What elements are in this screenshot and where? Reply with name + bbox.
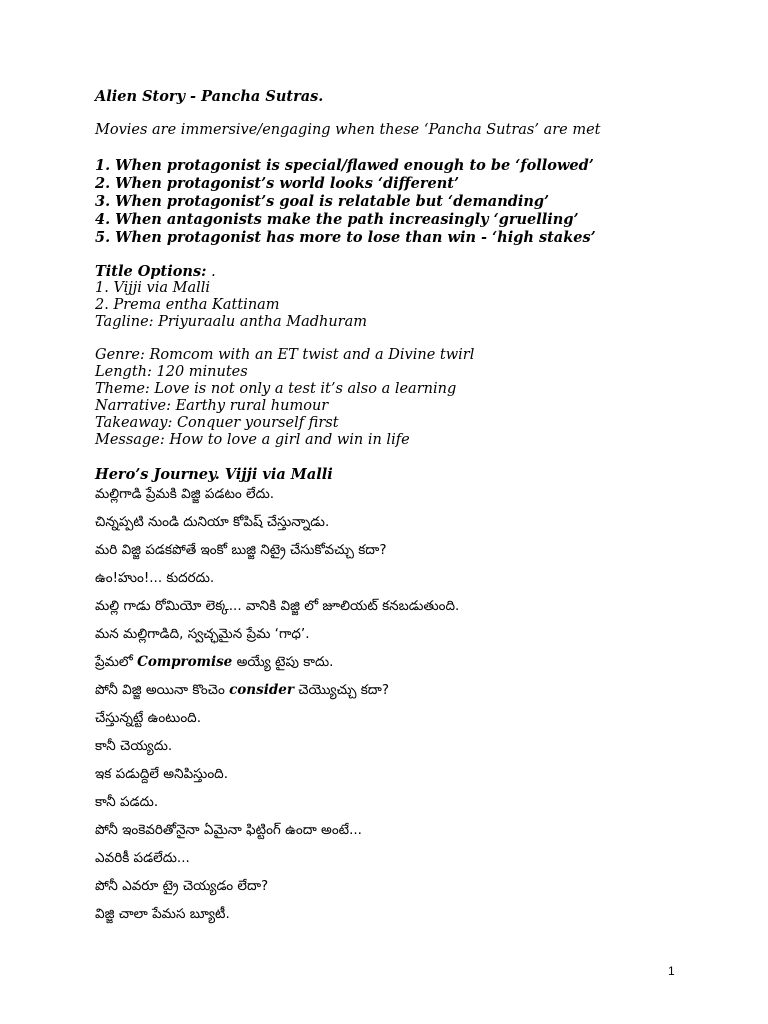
journey-heading: Hero’s Journey. Vijji via Malli xyxy=(95,466,333,483)
detail-takeaway: Takeaway: Conquer yourself first xyxy=(95,415,339,431)
journey-line: మన మల్లిగాడిది, స్వచ్ఛమైన ప్రేమ ‘గాధ’. xyxy=(95,626,310,642)
journey-line-post: చెయ్యొచ్చు కదా? xyxy=(294,682,389,698)
sutra-item: 2. When protagonist’s world looks ‘different’ xyxy=(95,175,460,192)
journey-line: ఉం!హుం!... కుదరదు. xyxy=(95,570,215,586)
journey-line: పోనీ ఎవరూ ట్రై చెయ్యడం లేదా? xyxy=(95,878,269,894)
sutra-item: 1. When protagonist is special/flawed enough to be ‘followed’ xyxy=(95,157,594,174)
journey-line: కానీ చెయ్యదు. xyxy=(95,738,173,754)
journey-line: కానీ పడదు. xyxy=(95,794,159,810)
detail-genre: Genre: Romcom with an ET twist and a Divine twirl xyxy=(95,347,475,363)
tagline: Tagline: Priyuraalu antha Madhuram xyxy=(95,314,368,330)
document-title: Alien Story - Pancha Sutras. xyxy=(95,88,324,105)
journey-line-english: consider xyxy=(229,682,294,698)
detail-length: Length: 120 minutes xyxy=(95,364,248,380)
title-options-heading: Title Options: xyxy=(95,263,207,280)
journey-line xyxy=(95,654,333,671)
journey-line-post: అయ్యే టైపు కాదు. xyxy=(232,654,334,670)
detail-message: Message: How to love a girl and win in life xyxy=(95,432,410,448)
journey-line: మరి విజ్జి పడకపోతే ఇంకో బుజ్జి నిట్రై చేసుకోవచ్చు కదా? xyxy=(95,542,387,558)
title-options-heading-suffix: . xyxy=(206,264,216,280)
sutra-item: 4. When antagonists make the path increasingly ‘gruelling’ xyxy=(95,211,579,228)
sutra-item: 5. When protagonist has more to lose than win - ‘high stakes’ xyxy=(95,229,596,246)
journey-line: ఇక పడుద్దిలే అనిపిస్తుంది. xyxy=(95,766,228,782)
journey-line: మల్లిగాడి ప్రేమకి విజ్జి పడటం లేదు. xyxy=(95,486,275,502)
page-number: 1 xyxy=(668,964,675,978)
title-options-heading-line xyxy=(95,263,216,281)
journey-line-pre: ప్రేమలో xyxy=(95,654,138,670)
journey-line-pre: పోనీ విజ్జి అయినా కొంచెం xyxy=(95,682,230,698)
title-option-item: 2. Prema entha Kattinam xyxy=(95,297,280,313)
title-option-item: 1. Vijji via Malli xyxy=(95,280,211,296)
journey-line: చిన్నప్పటి నుండి దునియా కోపిష్ చేస్తున్నాడు. xyxy=(95,514,330,530)
journey-line: చేస్తున్నట్టే ఉంటుంది. xyxy=(95,710,201,726)
sutra-item: 3. When protagonist’s goal is relatable but ‘demanding’ xyxy=(95,193,550,210)
journey-line xyxy=(95,682,389,699)
intro-text: Movies are immersive/engaging when these ‘Pancha Sutras’ are met xyxy=(95,122,601,138)
journey-line: ఎవరికీ పడలేదు... xyxy=(95,850,190,866)
journey-line-english: Compromise xyxy=(137,654,233,670)
journey-line: విజ్జి చాలా పేమస బ్యూటీ. xyxy=(95,906,230,922)
journey-line: పోనీ ఇంకెవరితోనైనా ఏమైనా ఫిట్టింగ్ ఉందా అంటే... xyxy=(95,822,362,838)
journey-line: మల్లి గాడు రోమియో లెక్క... వానికి విజ్జి లో జూలియట్ కనబడుతుంది. xyxy=(95,598,460,614)
detail-narrative: Narrative: Earthy rural humour xyxy=(95,398,329,414)
detail-theme: Theme: Love is not only a test it’s also a learning xyxy=(95,381,457,397)
